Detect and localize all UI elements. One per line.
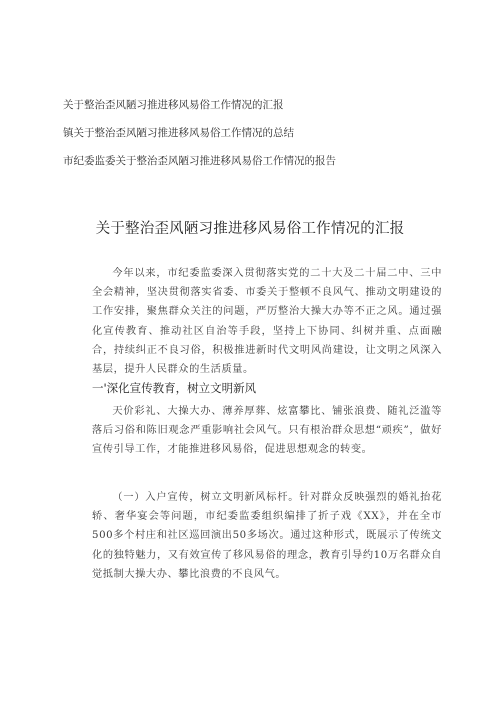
toc-item[interactable]: 市纪委监委关于整治歪风陋习推进移风易俗工作情况的报告 bbox=[63, 155, 336, 167]
document-toc bbox=[63, 98, 443, 182]
toc-item[interactable]: 镇关于整治歪风陋习推进移风易俗工作情况的总结 bbox=[63, 127, 294, 139]
subsection-paragraph: （一）入户宣传，树立文明新风标杆。针对群众反映强烈的婚礼抬花轿、奢华宴会等问题，市纪委监委组织编排了折子戏《XX》，并在全市500多个村庄和社区巡回演出50多场次。通过这种形式，既展示了传统文化的独特魅力，又有效宣传了移风易俗的理念，教育引导约10万名群众自觉抵制大操大办、攀比浪费的不良风气。 bbox=[92, 492, 442, 580]
toc-item[interactable]: 关于整治歪风陋习推进移风易俗工作情况的汇报 bbox=[63, 99, 284, 111]
document-title: 关于整治歪风陋习推进移风易俗工作情况的汇报 bbox=[95, 221, 405, 237]
intro-paragraph: 今年以来，市纪委监委深入贯彻落实党的二十大及二十届二中、三中全会精神，坚决贯彻落实省委、市委关于整顿不良风气、推动文明建设的工作安排，聚焦群众关注的问题，严厉整治大操大办等不正之风。通过强化宣传教育、推动社区自治等手段，坚持上下协同、纠树并重、点面融合，持续纠正不良习俗，积极推进新时代文明风尚建设，让文明之风深入基层，提升人民群众的生活质量。 bbox=[92, 268, 442, 376]
section-heading: 一'深化宣传教育，树立文明新风 bbox=[92, 381, 257, 395]
section-paragraph: 天价彩礼、大操大办、薄养厚葬、炫富攀比、铺张浪费、随礼泛滥等落后习俗和陈旧观念严重影响社会风气。只有根治群众思想“顽疾”，做好宣传引导工作，才能推进移风易俗，促进思想观念的转变。 bbox=[92, 406, 442, 456]
